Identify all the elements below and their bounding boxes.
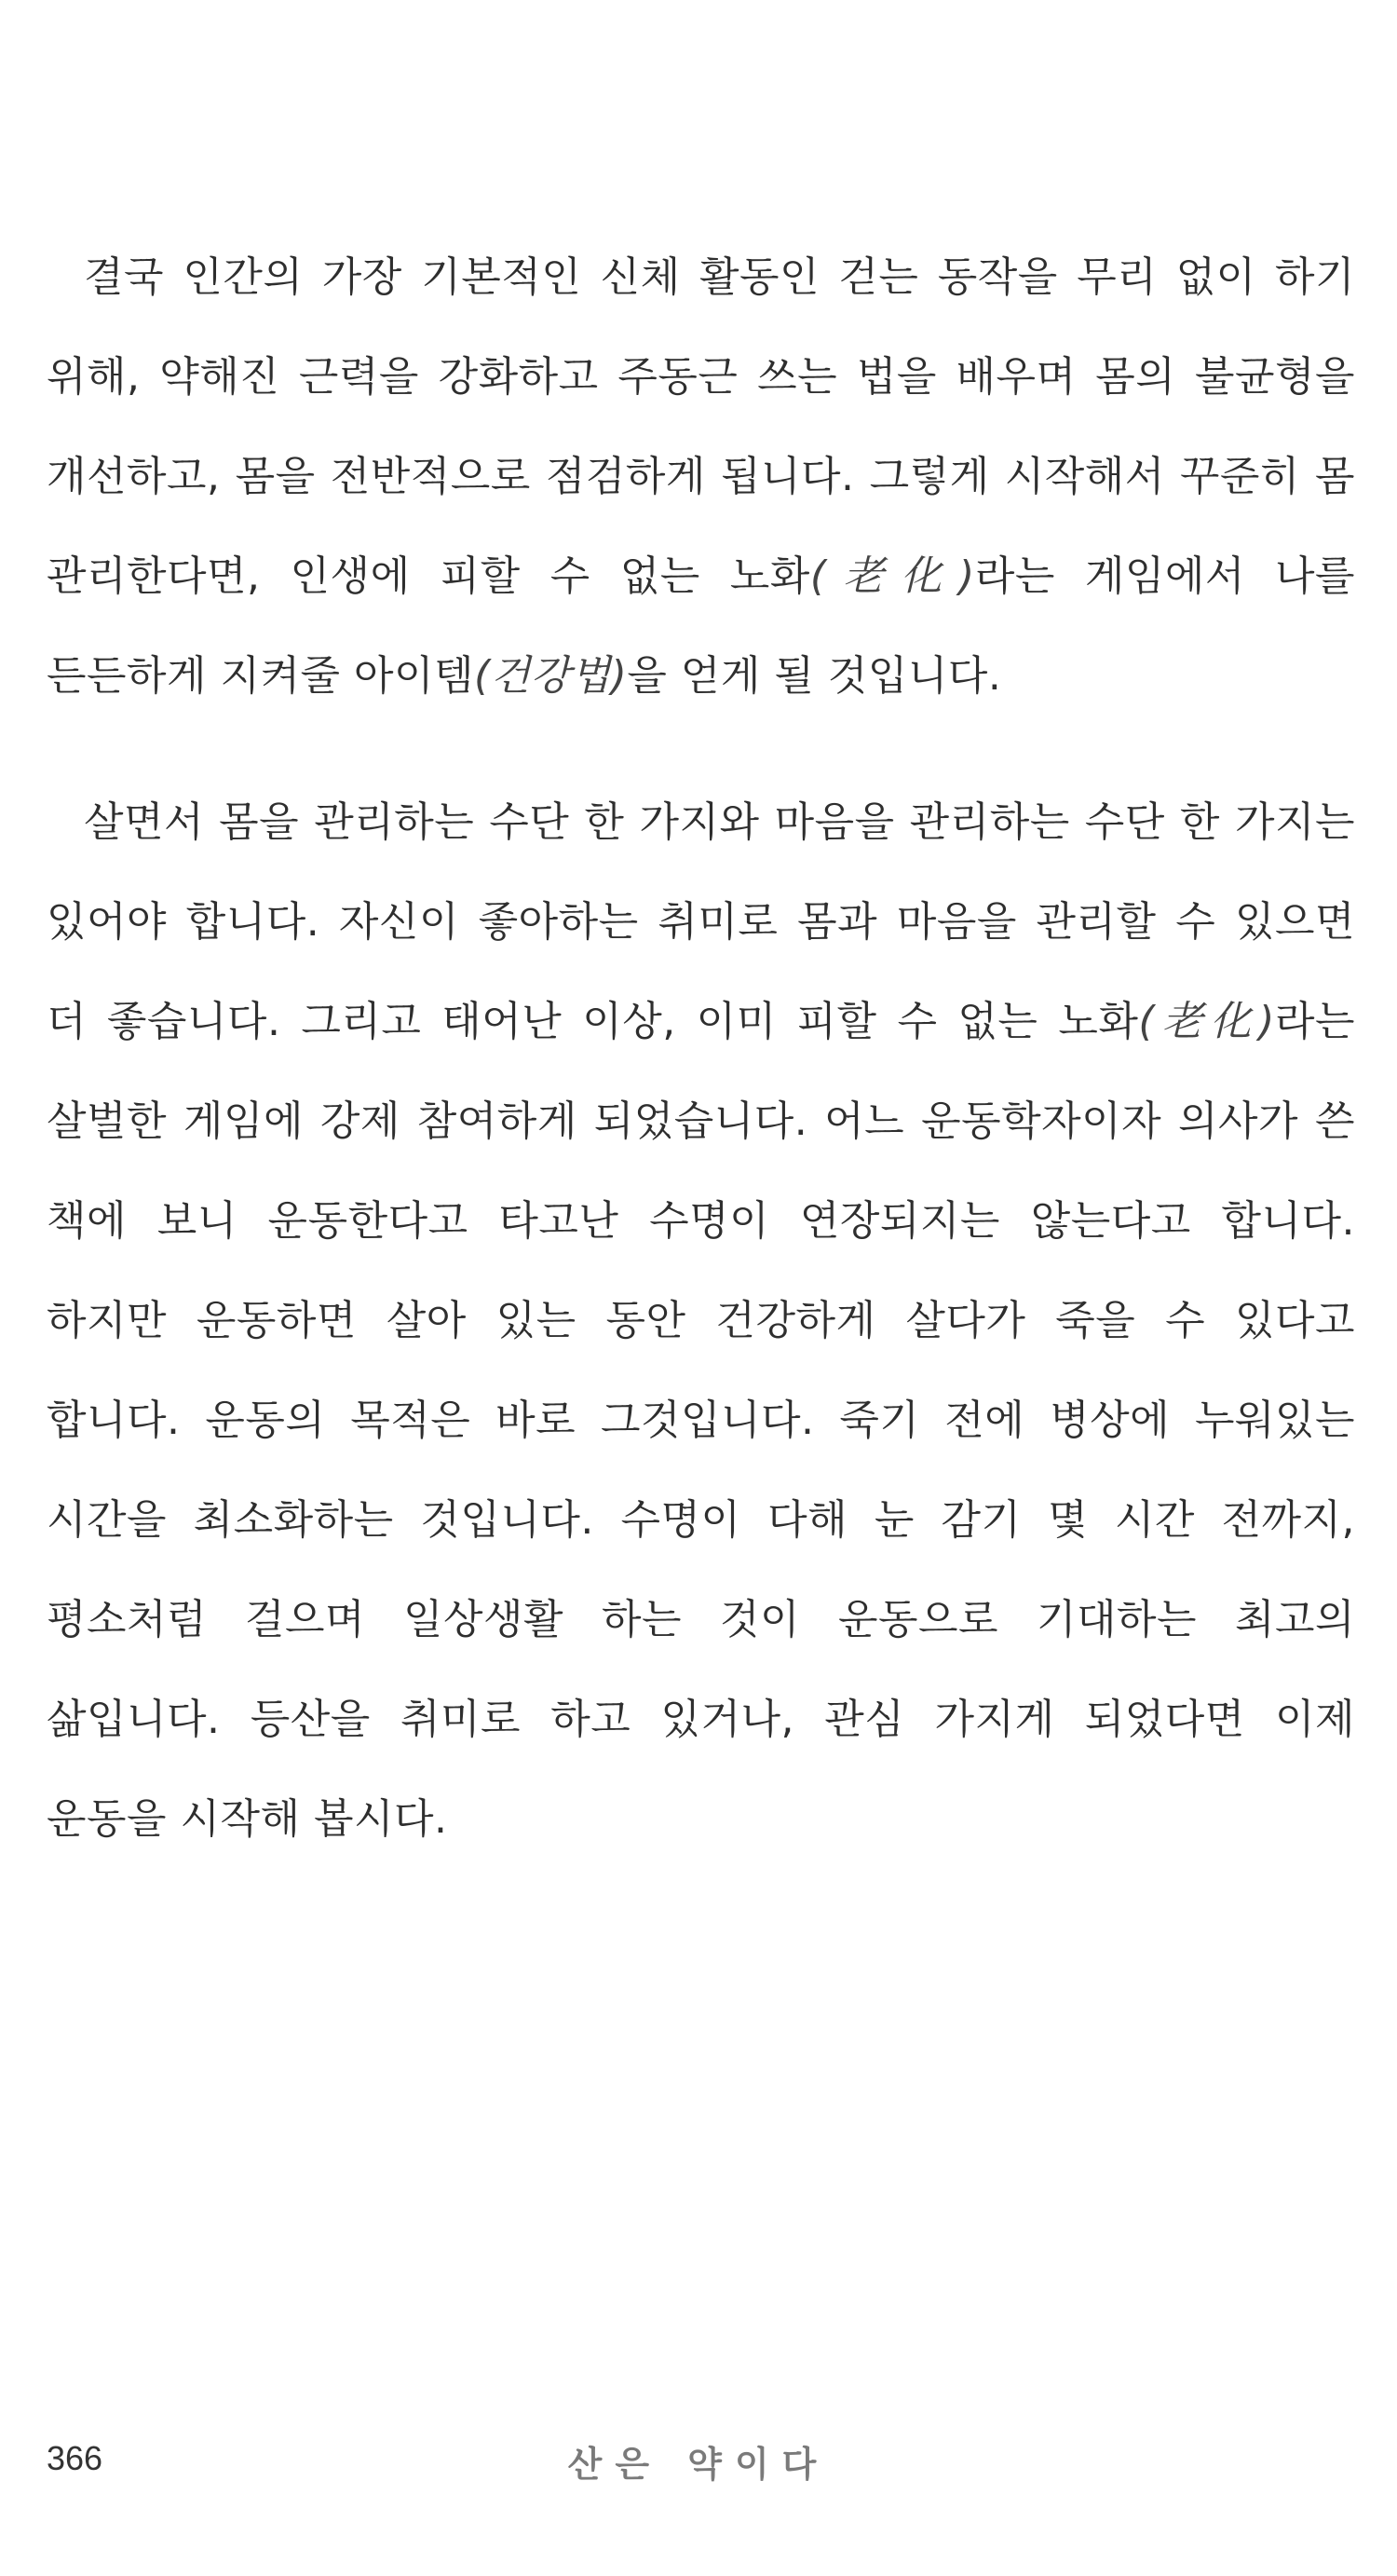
text-segment: 라는 게임에서 나를 든든하게 지켜줄 아이템 — [47, 552, 1355, 700]
running-title: 산은 약이다 — [567, 2444, 830, 2485]
hanja-annotation: (老化) — [1138, 998, 1275, 1045]
page-number: 366 — [47, 2439, 103, 2477]
text-segment: 을 얻게 될 것입니다. — [627, 652, 1002, 700]
page-body — [47, 227, 1355, 1869]
page-footer — [0, 2432, 1397, 2487]
text-segment: 살면서 몸을 관리하는 수단 한 가지와 마음을 관리하는 수단 한 가지는 있어야 합니다. 자신이 좋아하는 취미로 몸과 마음을 관리할 수 있으면 더 좋습니다. 그리고 태어난 이상, 이미 피할 수 없는 노화 — [47, 798, 1355, 1045]
text-segment: 결국 인간의 가장 기본적인 신체 활동인 걷는 동작을 무리 없이 하기 위해, 약해진 근력을 강화하고 주동근 쓰는 법을 배우며 몸의 불균형을 개선하고, 몸을 전반적으로 점검하게 됩니다. 그렇게 시작해서 꾸준히 몸 관리한다면, 인생에 피할 수 없는 노화 — [47, 253, 1355, 600]
text-segment: 라는 살벌한 게임에 강제 참여하게 되었습니다. 어느 운동학자이자 의사가 쓴 책에 보니 운동한다고 타고난 수명이 연장되지는 않는다고 합니다. 하지만 운동하면 살아 있는 동안 건강하게 살다가 죽을 수 있다고 합니다. 운동의 목적은 바로 그것입니다. 죽기 전에 병상에 누워있는 시간을 최소화하는 것입니다. 수명이 다해 눈 감기 몇 시간 전까지, 평소처럼 걸으며 일상생활 하는 것이 운동으로 기대하는 최고의 삶입니다. 등산을 취미로 하고 있거나, 관심 가지게 되었다면 이제 운동을 시작해 봅시다. — [47, 998, 1355, 1843]
parenthetical-annotation: (건강법) — [474, 652, 628, 700]
paragraph-1 — [47, 227, 1355, 726]
paragraph-2 — [47, 772, 1355, 1869]
hanja-annotation: (老化) — [809, 552, 975, 600]
